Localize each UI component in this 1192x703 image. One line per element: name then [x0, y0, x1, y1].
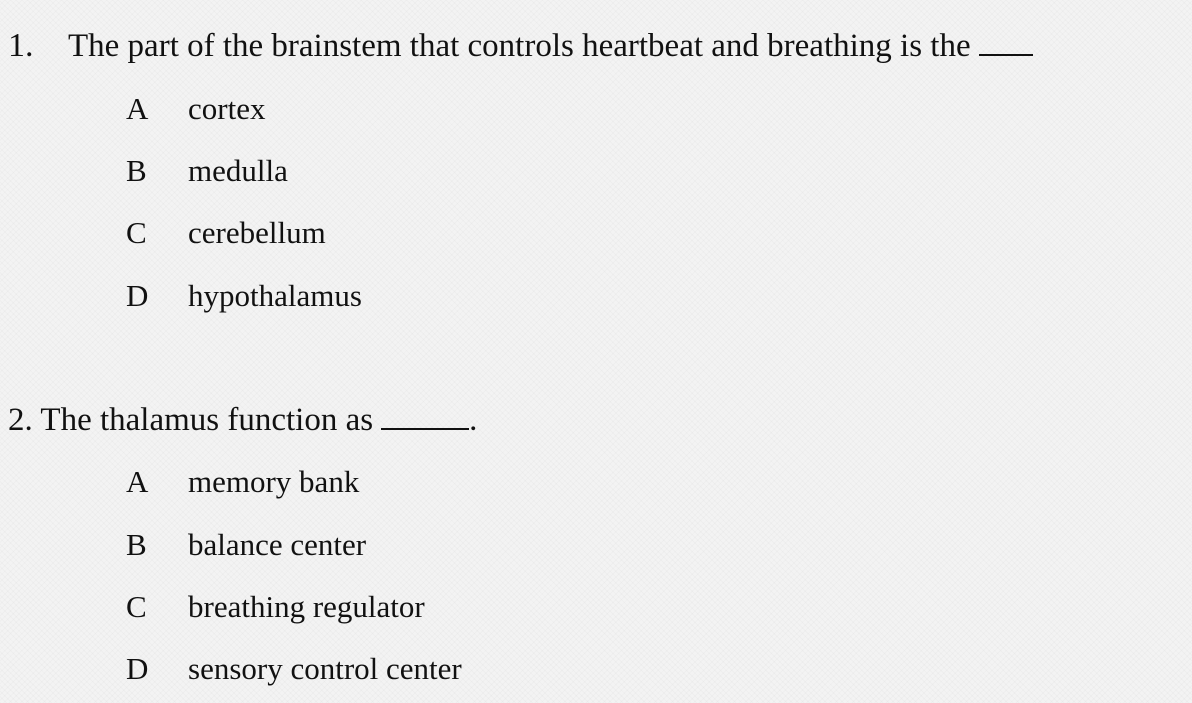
question-2-text: The thalamus function as — [40, 402, 374, 438]
question-2-prompt — [8, 400, 477, 440]
option-text: hypothalamus — [188, 278, 362, 313]
option-text: breathing regulator — [188, 589, 425, 624]
option-letter: B — [126, 527, 147, 562]
question-1-blank — [979, 53, 1033, 56]
option-text: medulla — [188, 153, 288, 188]
option-letter: C — [126, 589, 147, 624]
option-letter: A — [126, 464, 149, 499]
question-2-period: . — [469, 402, 478, 438]
option-letter: D — [126, 651, 149, 686]
question-1-number: 1. — [8, 27, 34, 64]
option-text: cortex — [188, 91, 266, 126]
option-text: sensory control center — [188, 651, 462, 686]
option-letter: C — [126, 215, 147, 250]
option-text: cerebellum — [188, 215, 326, 250]
question-2-blank — [381, 427, 469, 430]
option-letter: B — [126, 153, 147, 188]
question-2-number: 2. — [8, 402, 33, 438]
question-1-text: The part of the brainstem that controls heartbeat and breathing is the — [68, 28, 971, 64]
option-letter: A — [126, 91, 149, 126]
option-letter: D — [126, 278, 149, 313]
option-text: memory bank — [188, 464, 360, 499]
question-1-prompt — [8, 26, 1033, 66]
option-text: balance center — [188, 527, 367, 562]
